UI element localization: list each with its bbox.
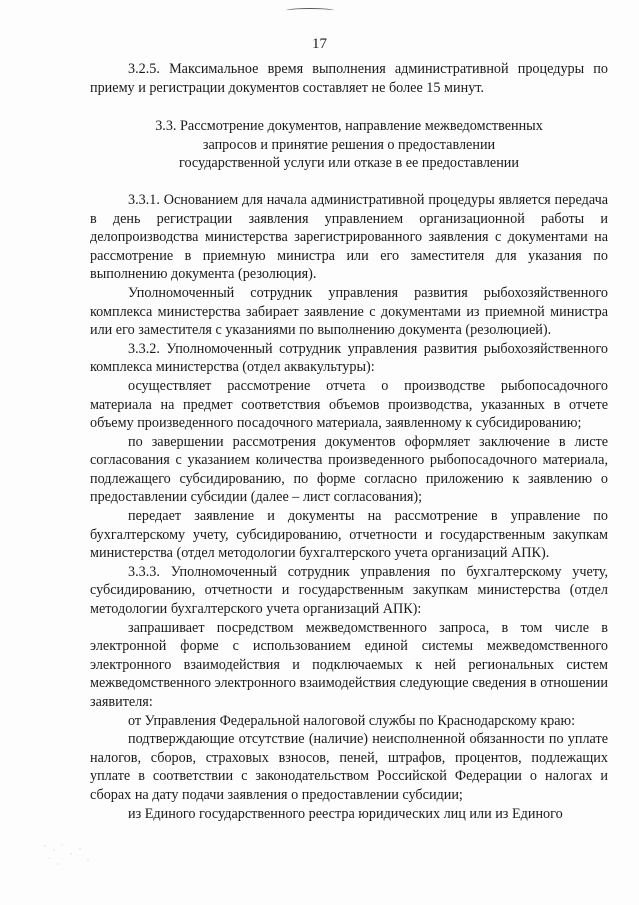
paragraph-3-3-3: 3.3.3. Уполномоченный сотрудник управления по бухгалтерскому учету, субсидированию, отчетности и государственным закупкам министерства (отдел методологии бухгалтерского учета организаций АПК): [90, 563, 608, 618]
paragraph-confirm: подтверждающие отсутствие (наличие) неисполненной обязанности по уплате налогов, сборов, страховых взносов, пеней, штрафов, процентов, подлежащих уплате в соответствии с законодательством Российской Федерации о налогах и сборах на дату подачи заявления о предоставлении субсидии; [90, 731, 608, 803]
paragraph-3-3-2: 3.3.2. Уполномоченный сотрудник управления развития рыбохозяйственного комплекса министерства (отдел аквакультуры): [90, 340, 608, 376]
paragraph-transfer: передает заявление и документы на рассмотрение в управление по бухгалтерскому учету, субсидированию, отчетности и государственным закупкам министерства (отдел методологии бухгалтерского учета организаций АПК). [90, 508, 608, 562]
document-body [90, 60, 608, 823]
section-heading-line-2: запросов и принятие решения о предоставлении [202, 136, 496, 153]
section-heading-3-3 [90, 117, 608, 173]
paragraph-conclusion: по завершении рассмотрения документов оформляет заключение в листе согласования с указанием количества произведенного рыбопосадочного материала, подлежащего субсидированию, по форме согласно приложению к заявлению о предоставлении субсидии (далее – лист согласования); [90, 433, 608, 506]
paragraph-registry: из Единого государственного реестра юридических лиц или из Единого [128, 805, 563, 822]
paragraph-3-3-1: 3.3.1. Основанием для начала административной процедуры является передача в день регистрации заявления управлением организационной работы и делопроизводства министерства зарегистрированного заявления с документами на рассмотрение в приемную министра или его заместителя для указания по выполнению документа (резолюция). [90, 191, 608, 283]
scan-artifact-mark [286, 8, 334, 13]
paragraph-review: осуществляет рассмотрение отчета о производстве рыбопосадочного материала на предмет соответствия объемов производства, указанных в отчете объему произведенного посадочного материала, заявленному к субсидированию; [90, 377, 608, 432]
section-heading-line-3: государственной услуги или отказе в ее предоставлении [178, 155, 519, 172]
paragraph-3-2-5: 3.2.5. Максимальное время выполнения административной процедуры по приему и регистрации документов составляет не более 15 минут. [90, 61, 608, 96]
paragraph-authorized-employee: Уполномоченный сотрудник управления развития рыбохозяйственного комплекса министерства забирает заявление с документами из приемной министра или его заместителя с указаниями по выполнению документа (резолюцией). [90, 284, 608, 339]
page-number: 17 [312, 36, 327, 52]
scan-noise-artifact [40, 840, 100, 870]
section-heading-line-1: 3.3. Рассмотрение документов, направление межведомственных [155, 118, 543, 135]
paragraph-tax-service: от Управления Федеральной налоговой службы по Краснодарскому краю: [128, 712, 576, 729]
paragraph-request: запрашивает посредством межведомственного запроса, в том числе в электронной форме с использованием единой системы межведомственного электронного взаимодействия и подключаемых к ней региональных систем межведомственного электронного взаимодействия следующие сведения в отношении заявителя: [90, 619, 608, 710]
